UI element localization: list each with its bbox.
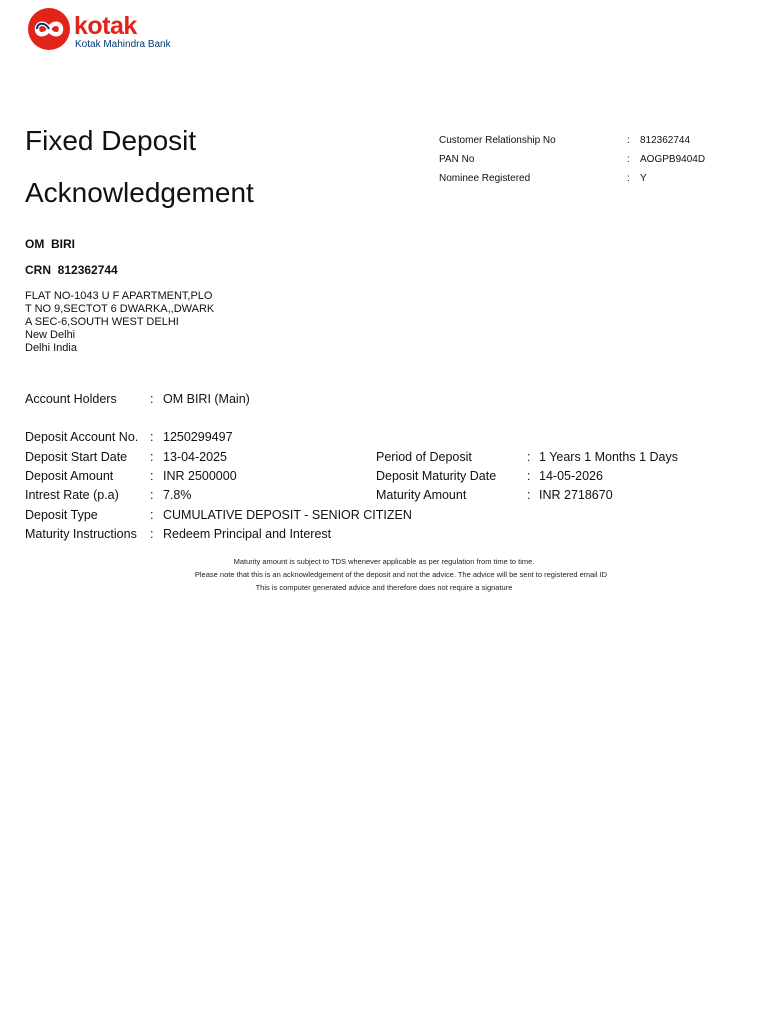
- meta-label: Nominee Registered: [439, 173, 531, 184]
- detail-label: Maturity Instructions: [25, 527, 137, 541]
- detail-label: Deposit Maturity Date: [376, 469, 497, 483]
- field-separator: :: [150, 469, 154, 483]
- address-line: Delhi India: [25, 342, 77, 354]
- detail-value: 7.8%: [163, 488, 192, 502]
- field-separator: :: [150, 392, 154, 406]
- meta-value: AOGPB9404D: [640, 154, 706, 165]
- customer-address: [25, 290, 214, 355]
- address-line: New Delhi: [25, 329, 76, 341]
- meta-value: Y: [640, 173, 647, 184]
- kotak-infinity-logo-icon: [27, 7, 71, 51]
- field-separator: :: [150, 527, 154, 541]
- meta-label: PAN No: [439, 154, 475, 165]
- footer-note-acknowledgement: Please note that this is an acknowledgement of the deposit and not the advice. The advice will be sent to registered email ID: [194, 570, 608, 579]
- account-holders-value: OM BIRI (Main): [163, 392, 250, 406]
- meta-row-nominee: [439, 172, 759, 191]
- detail-label: Deposit Account No.: [25, 430, 139, 444]
- field-separator: :: [527, 488, 531, 502]
- detail-label: Maturity Amount: [376, 488, 467, 502]
- field-separator: :: [150, 508, 154, 522]
- detail-value: Redeem Principal and Interest: [163, 527, 332, 541]
- customer-crn: CRN 812362744: [25, 263, 118, 277]
- meta-separator: :: [627, 135, 630, 146]
- detail-label: Intrest Rate (p.a): [25, 488, 119, 502]
- meta-separator: :: [627, 173, 630, 184]
- detail-label: Deposit Amount: [25, 469, 114, 483]
- field-separator: :: [150, 430, 154, 444]
- detail-label: Deposit Start Date: [25, 450, 128, 464]
- brand-subtitle: Kotak Mahindra Bank: [75, 39, 171, 50]
- address-line: T NO 9,SECTOT 6 DWARKA,,DWARK: [25, 303, 215, 315]
- address-line: FLAT NO-1043 U F APARTMENT,PLO: [25, 290, 213, 302]
- detail-value: CUMULATIVE DEPOSIT - SENIOR CITIZEN: [163, 508, 412, 522]
- brand-name: kotak: [74, 12, 137, 40]
- customer-meta-block: [439, 134, 759, 191]
- detail-value: 1 Years 1 Months 1 Days: [539, 450, 678, 464]
- detail-label: Period of Deposit: [376, 450, 472, 464]
- meta-separator: :: [627, 154, 630, 165]
- footer-note-tds: Maturity amount is subject to TDS whenever applicable as per regulation from time to time.: [233, 557, 535, 566]
- detail-value: 13-04-2025: [163, 450, 227, 464]
- detail-label: Deposit Type: [25, 508, 98, 522]
- field-separator: :: [527, 450, 531, 464]
- field-separator: :: [527, 469, 531, 483]
- detail-value: INR 2500000: [163, 469, 237, 483]
- detail-value: 14-05-2026: [539, 469, 603, 483]
- kotak-logo: [27, 6, 177, 54]
- footer-note-signature: This is computer generated advice and therefore does not require a signature: [255, 583, 513, 592]
- meta-row-pan: [439, 153, 759, 172]
- meta-row-crn: [439, 134, 759, 153]
- meta-value: 812362744: [640, 135, 691, 146]
- customer-name: OM BIRI: [25, 237, 75, 251]
- address-line: A SEC-6,SOUTH WEST DELHI: [25, 316, 179, 328]
- field-separator: :: [150, 450, 154, 464]
- page-title-line1: Fixed Deposit: [25, 125, 197, 156]
- page-title-line2: Acknowledgement: [25, 177, 254, 208]
- detail-value: 1250299497: [163, 430, 233, 444]
- field-separator: :: [150, 488, 154, 502]
- meta-label: Customer Relationship No: [439, 135, 556, 146]
- detail-value: INR 2718670: [539, 488, 613, 502]
- account-holders-label: Account Holders: [25, 392, 117, 406]
